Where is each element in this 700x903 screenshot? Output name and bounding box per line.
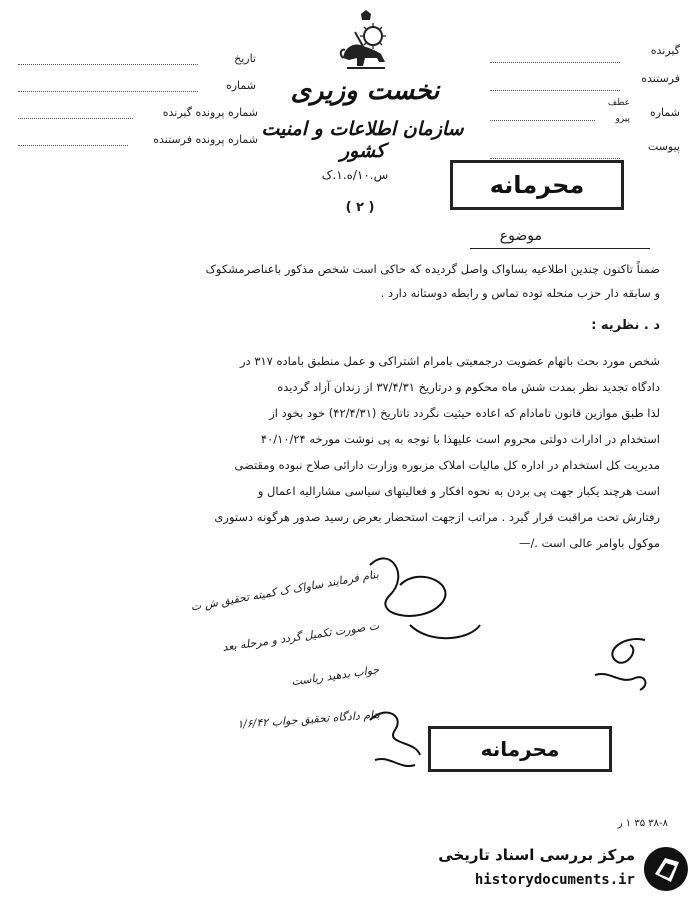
paragraph-2-line: است هرچند یکبار جهت پی بردن به نحوه افکار و فعالیتهای سیاسی مشارالیه اعمال و bbox=[257, 484, 660, 498]
receiver-file-line bbox=[18, 118, 133, 119]
document-code: س.۱۰/ه.۱.ک bbox=[321, 168, 389, 182]
handwritten-line: بنام فرمایند ساواک ک کمیته تحقیق ش ت bbox=[189, 567, 380, 614]
organization-subtitle: سازمان اطلاعات و امنیت کشور bbox=[261, 118, 464, 162]
paragraph-2-line: رفتارش تحت مراقبت قرار گیرد . مراتب ازجهت استحضار بعرض رسید صدور هرگونه دستوری bbox=[214, 510, 660, 524]
opinion-heading: د . نظریه : bbox=[591, 318, 660, 333]
signature-right bbox=[585, 630, 660, 700]
paragraph-2-line: مدیریت کل استخدام در اداره کل مالیات املاک مزبوره وزارت دارائی صلاح نبوده ومقتضی bbox=[234, 458, 660, 472]
sender-line bbox=[490, 90, 620, 91]
paragraph-1-line: و سابقه دار حزب منحله توده تماس و رابطه دوستانه دارد . bbox=[380, 286, 660, 300]
handwritten-line: بنام دادگاه تحقیق جواب ۱/۶/۴۲ bbox=[236, 708, 381, 731]
paragraph-2-line: استخدام در ادارات دولتی محروم است علیهذا با توجه به پی نوشت مورخه ۴۰/۱۰/۲۴ bbox=[260, 432, 660, 446]
ref-number-label: شماره bbox=[649, 106, 680, 119]
number-label: شماره bbox=[225, 79, 256, 92]
signature-main bbox=[340, 545, 500, 665]
date-label: تاریخ bbox=[234, 52, 256, 65]
receiver-label: گیرنده bbox=[650, 44, 680, 57]
receiver-line bbox=[490, 62, 620, 63]
page-number: ( ۲ ) bbox=[345, 200, 375, 215]
archive-website[interactable]: historydocuments.ir bbox=[474, 872, 635, 888]
ref-sub2: پیرو bbox=[615, 114, 630, 124]
paragraph-2-line: موکول باوامر عالی است ./— bbox=[518, 536, 660, 550]
receiver-file-label: شماره پرونده گیرنده bbox=[162, 106, 258, 119]
archive-name: مرکز بررسی اسناد تاریخی bbox=[438, 846, 635, 864]
ref-sub1: عطف bbox=[607, 98, 630, 108]
ref-line bbox=[490, 120, 595, 121]
archive-footer bbox=[405, 842, 695, 900]
paragraph-2-line: لذا طبق موازین قانون تامادام که اعاده حیثیت نگردد تاتاریخ (۴۲/۴/۳۱) خود بخود از bbox=[269, 406, 660, 420]
subject-label: موضوع bbox=[499, 228, 542, 244]
attachment-line bbox=[490, 158, 620, 159]
number-line bbox=[18, 91, 198, 92]
handwritten-line: ت صورت تکمیل گردد و مرحله بعد bbox=[221, 619, 380, 655]
paragraph-1-line: ضمناً تاکنون چندین اطلاعیه بساواک واصل گردیده که حاکی است شخص مذکور باعناصرمشکوک bbox=[205, 262, 660, 276]
sender-file-label: شماره پرونده فرستنده bbox=[153, 133, 258, 146]
handwritten-line: جواب بدهید ریاست bbox=[290, 663, 380, 689]
emblem-icon bbox=[335, 10, 397, 72]
archive-logo-icon bbox=[641, 844, 691, 894]
paragraph-2-line: دادگاه تجدید نظر بمدت شش ماه محکوم و درتاریخ ۳۷/۴/۳۱ از زندان آزاد گردیده bbox=[277, 380, 660, 394]
attachment-label: پیوست bbox=[647, 140, 680, 153]
lion-and-sun-emblem bbox=[335, 10, 397, 72]
document-reference: ۳۸-۸ ۳۵ ۱ ر bbox=[617, 818, 668, 829]
paragraph-2-line: شخص مورد بحث باتهام عضویت درجمعیتی بامرام اشتراکی و عمل منطبق باماده ۳۱۷ در bbox=[239, 354, 660, 368]
sender-file-line bbox=[18, 145, 128, 146]
confidential-stamp-top: محرمانه bbox=[450, 160, 624, 210]
ministry-title: نخست وزیری bbox=[290, 76, 440, 106]
date-line bbox=[18, 64, 198, 65]
confidential-stamp-bottom: محرمانه bbox=[428, 726, 612, 772]
sender-label: فرستنده bbox=[641, 72, 680, 85]
subject-underline bbox=[470, 248, 650, 249]
